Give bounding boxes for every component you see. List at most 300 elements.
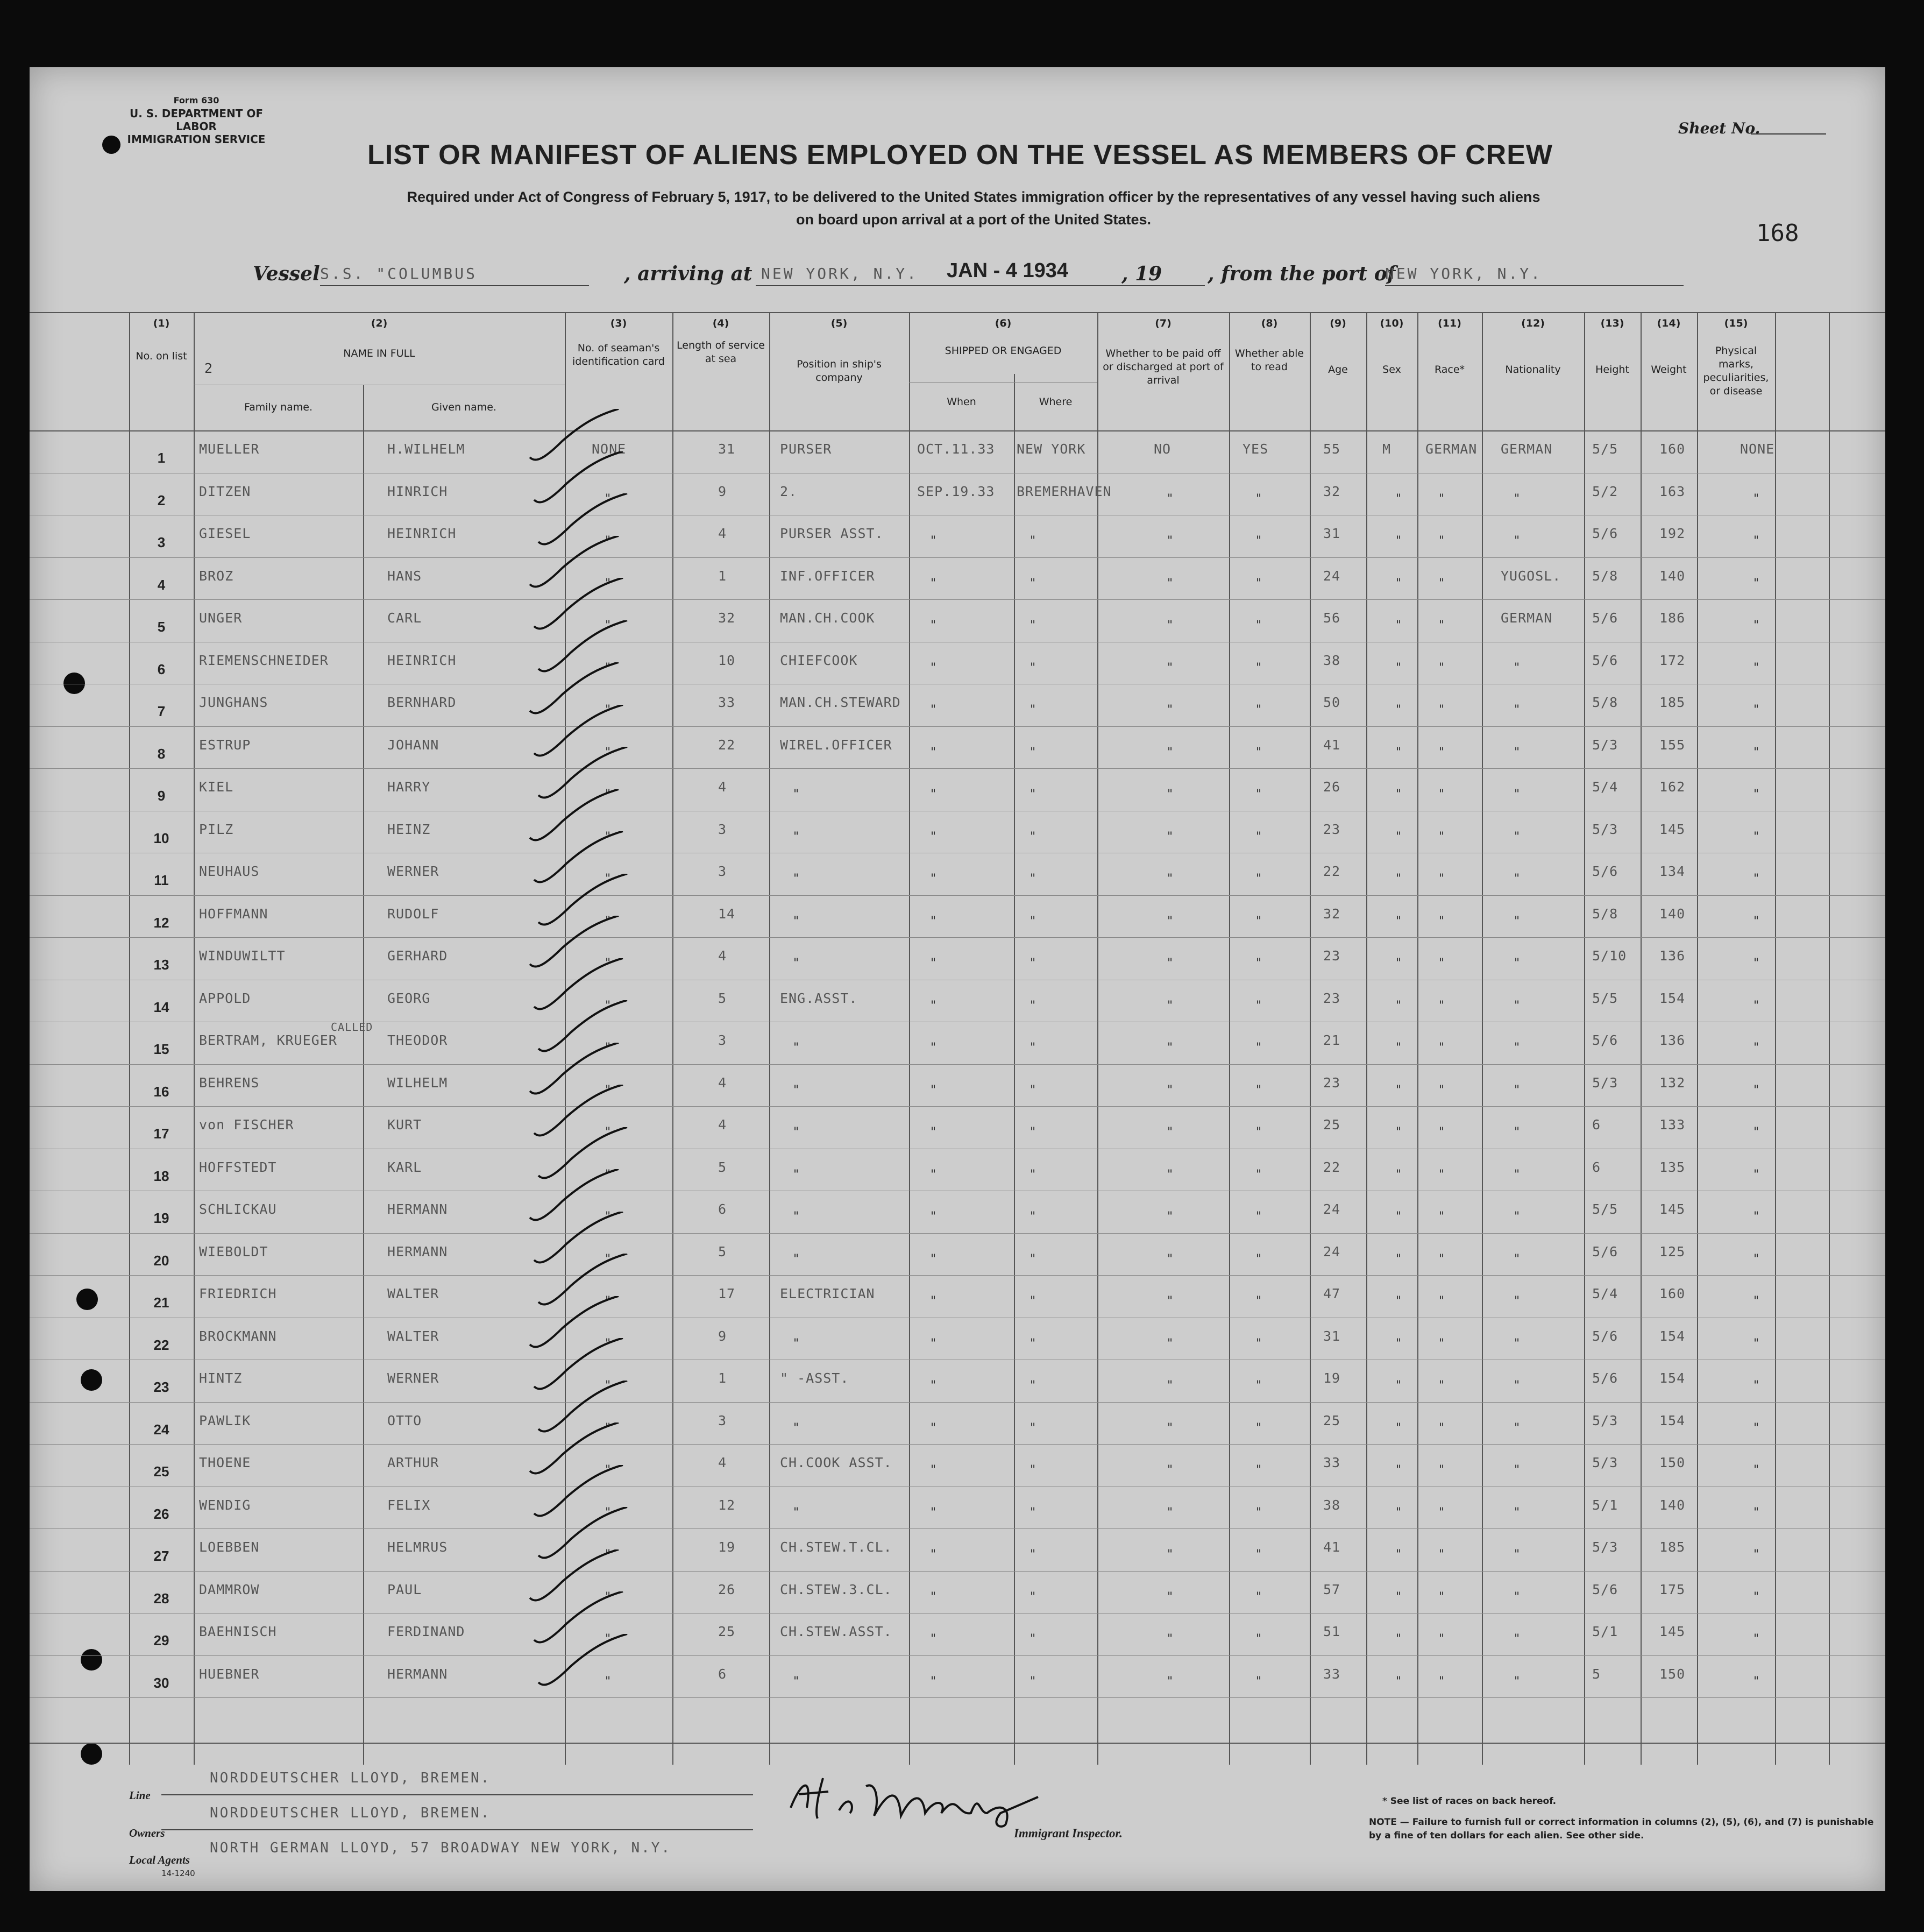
row-number: 6 — [157, 661, 166, 677]
age-cell: 23 — [1323, 990, 1341, 1006]
column-divider — [1584, 312, 1585, 1765]
shipped-when-cell: " — [931, 1168, 936, 1181]
physical-marks-cell: " — [1753, 1337, 1759, 1350]
id-card-cell: " — [605, 957, 611, 970]
weight-cell: 145 — [1659, 1624, 1686, 1639]
able-to-read-cell: " — [1256, 1084, 1262, 1097]
row-number: 27 — [153, 1548, 169, 1564]
shipped-when-cell: SEP.19.33 — [917, 484, 995, 499]
paid-off-cell: NO — [1154, 441, 1172, 457]
sex-cell: " — [1396, 999, 1402, 1013]
age-cell: 38 — [1323, 653, 1341, 668]
row-rule — [30, 1655, 1885, 1656]
weight-cell: 150 — [1659, 1455, 1686, 1470]
weight-cell: 160 — [1659, 441, 1686, 457]
height-cell: 5/5 — [1592, 441, 1618, 457]
physical-marks-cell: " — [1753, 1506, 1759, 1519]
height-cell: 6 — [1592, 1159, 1601, 1175]
race-cell: GERMAN — [1425, 441, 1478, 457]
able-to-read-cell: " — [1256, 1675, 1262, 1688]
nationality-cell: GERMAN — [1501, 610, 1553, 626]
row-rule — [30, 726, 1885, 727]
id-card-cell: " — [605, 746, 611, 759]
local-agents-label: Local Agents — [129, 1853, 190, 1866]
shipped-where-cell: " — [1030, 830, 1036, 844]
row-number: 8 — [157, 746, 166, 762]
sex-cell: " — [1396, 1168, 1402, 1181]
column-label-c13: Height — [1595, 364, 1629, 376]
family-name-cell: UNGER — [199, 610, 243, 626]
column-number-c15: (15) — [1724, 317, 1748, 329]
shipped-where-cell: " — [1030, 957, 1036, 970]
column-label-c1: No. on list — [136, 350, 187, 362]
race-cell: " — [1439, 1041, 1445, 1055]
weight-cell: 140 — [1659, 568, 1686, 584]
physical-marks-cell: " — [1753, 1126, 1759, 1139]
service-length-cell: 5 — [718, 990, 727, 1006]
position-cell: " — [793, 1421, 799, 1435]
column-divider — [1829, 312, 1830, 1765]
physical-marks-cell: " — [1753, 619, 1759, 632]
paid-off-cell: " — [1167, 534, 1173, 548]
race-cell: " — [1439, 577, 1445, 590]
from-port: NEW YORK, N.Y. — [1385, 263, 1684, 286]
given-name-cell: WALTER — [387, 1328, 439, 1344]
shipped-when-cell: " — [931, 1252, 936, 1266]
family-name-cell: NEUHAUS — [199, 864, 260, 879]
age-cell: 55 — [1323, 441, 1341, 457]
id-card-cell: " — [605, 1294, 611, 1308]
race-cell: " — [1439, 1168, 1445, 1181]
weight-cell: 140 — [1659, 1497, 1686, 1513]
sex-cell: " — [1396, 1379, 1402, 1392]
position-cell: CHIEFCOOK — [780, 653, 858, 668]
nationality-cell: " — [1514, 1041, 1520, 1055]
able-to-read-cell: " — [1256, 1252, 1262, 1266]
position-cell: CH.STEW.ASST. — [780, 1624, 892, 1639]
height-cell: 5/6 — [1592, 1032, 1618, 1048]
shipped-where-cell: " — [1030, 1590, 1036, 1604]
paid-off-cell: " — [1167, 1379, 1173, 1392]
column-label-c2a: Family name. — [244, 401, 313, 413]
race-note: * See list of races on back hereof. — [1382, 1796, 1557, 1807]
id-card-cell: " — [605, 872, 611, 886]
shipped-when-cell: " — [931, 1548, 936, 1561]
column-label-c7: Whether to be paid off or discharged at port of arrival — [1103, 348, 1224, 386]
height-cell: 5/4 — [1592, 1286, 1618, 1301]
weight-cell: 163 — [1659, 484, 1686, 499]
id-card-cell: " — [605, 661, 611, 675]
line-rule — [161, 1794, 753, 1795]
service-length-cell: 4 — [718, 1117, 727, 1133]
service-length-cell: 1 — [718, 1370, 727, 1386]
paid-off-cell: " — [1167, 915, 1173, 928]
weight-cell: 185 — [1659, 1539, 1686, 1555]
service-length-cell: 4 — [718, 948, 727, 964]
given-name-cell: GEORG — [387, 990, 431, 1006]
row-rule — [30, 895, 1885, 896]
race-cell: " — [1439, 1084, 1445, 1097]
shipped-when-cell: " — [931, 872, 936, 886]
shipped-when-cell: " — [931, 915, 936, 928]
column-divider — [1417, 312, 1418, 1765]
row-number: 29 — [153, 1632, 169, 1648]
position-cell: ENG.ASST. — [780, 990, 858, 1006]
column-label-c10: Sex — [1382, 364, 1401, 376]
weight-cell: 134 — [1659, 864, 1686, 879]
nationality-cell: " — [1514, 1548, 1520, 1561]
row-number: 11 — [154, 872, 169, 888]
able-to-read-cell: YES — [1243, 441, 1269, 457]
row-number: 12 — [153, 915, 169, 931]
shipped-when-cell: " — [931, 830, 936, 844]
paid-off-cell: " — [1167, 999, 1173, 1013]
age-cell: 24 — [1323, 1201, 1341, 1217]
shipped-where-cell: NEW YORK — [1017, 441, 1086, 457]
shipped-when-cell: " — [931, 999, 936, 1013]
family-name-cell: BEHRENS — [199, 1075, 260, 1091]
row-number: 16 — [153, 1084, 169, 1100]
sex-cell: " — [1396, 788, 1402, 801]
shipped-when-cell: " — [931, 1590, 936, 1604]
id-card-cell: " — [605, 534, 611, 548]
vessel-name: S.S. "COLUMBUS — [320, 263, 589, 286]
position-cell: INF.OFFICER — [780, 568, 875, 584]
id-card-cell: " — [605, 1506, 611, 1519]
shipped-when-cell: " — [931, 1506, 936, 1519]
row-number: 23 — [153, 1379, 169, 1395]
shipped-where-cell: " — [1030, 534, 1036, 548]
able-to-read-cell: " — [1256, 1548, 1262, 1561]
column-number-c6: (6) — [995, 317, 1012, 329]
id-card-cell: " — [605, 1379, 611, 1392]
physical-marks-cell: " — [1753, 872, 1759, 886]
shipped-when-cell: " — [931, 577, 936, 590]
nationality-cell: " — [1514, 830, 1520, 844]
paid-off-cell: " — [1167, 1463, 1173, 1477]
paid-off-cell: " — [1167, 1548, 1173, 1561]
physical-marks-cell: NONE — [1740, 441, 1775, 457]
service-length-cell: 4 — [718, 1075, 727, 1091]
paid-off-cell: " — [1167, 830, 1173, 844]
row-number: 5 — [157, 619, 166, 635]
age-cell: 33 — [1323, 1455, 1341, 1470]
weight-cell: 154 — [1659, 1370, 1686, 1386]
form-code: 14-1240 — [161, 1869, 195, 1878]
nationality-cell: " — [1514, 1379, 1520, 1392]
column-label-c8: Whether able to read — [1234, 348, 1304, 373]
inspector-signature — [785, 1770, 1043, 1829]
sex-cell: " — [1396, 746, 1402, 759]
height-cell: 5/3 — [1592, 822, 1618, 837]
able-to-read-cell: " — [1256, 1210, 1262, 1223]
race-cell: " — [1439, 1675, 1445, 1688]
service-length-cell: 3 — [718, 822, 727, 837]
age-cell: 23 — [1323, 1075, 1341, 1091]
physical-marks-cell: " — [1753, 1252, 1759, 1266]
given-name-cell: GERHARD — [387, 948, 448, 964]
weight-cell: 172 — [1659, 653, 1686, 668]
position-cell: CH.STEW.T.CL. — [780, 1539, 892, 1555]
column-divider — [1310, 312, 1311, 1765]
height-cell: 5/6 — [1592, 653, 1618, 668]
nationality-cell: " — [1514, 872, 1520, 886]
shipped-where-cell: " — [1030, 788, 1036, 801]
paid-off-cell: " — [1167, 492, 1173, 506]
position-cell: CH.COOK ASST. — [780, 1455, 892, 1470]
physical-marks-cell: " — [1753, 1421, 1759, 1435]
given-name-cell: JOHANN — [387, 737, 439, 753]
given-name-cell: HARRY — [387, 779, 431, 795]
shipped-when-cell: " — [931, 619, 936, 632]
age-cell: 31 — [1323, 1328, 1341, 1344]
family-name-cell: HINTZ — [199, 1370, 243, 1386]
paid-off-cell: " — [1167, 1506, 1173, 1519]
service-length-cell: 31 — [718, 441, 736, 457]
column-label-c6: SHIPPED OR ENGAGED — [945, 345, 1062, 357]
form-identifier — [110, 94, 282, 146]
height-cell: 5/10 — [1592, 948, 1627, 964]
position-cell: " — [793, 830, 799, 844]
row-rule — [30, 1233, 1885, 1234]
id-card-cell: " — [605, 1590, 611, 1604]
service-length-cell: 25 — [718, 1624, 736, 1639]
id-card-cell: " — [605, 1168, 611, 1181]
given-name-cell: HINRICH — [387, 484, 448, 499]
family-name-cell: BAEHNISCH — [199, 1624, 277, 1639]
able-to-read-cell: " — [1256, 1126, 1262, 1139]
row-number: 18 — [153, 1168, 169, 1184]
height-cell: 5/5 — [1592, 1201, 1618, 1217]
able-to-read-cell: " — [1256, 1632, 1262, 1646]
sex-cell: " — [1396, 1632, 1402, 1646]
height-cell: 5/5 — [1592, 990, 1618, 1006]
position-cell: PURSER ASST. — [780, 526, 884, 541]
weight-cell: 154 — [1659, 990, 1686, 1006]
paid-off-cell: " — [1167, 1252, 1173, 1266]
age-cell: 51 — [1323, 1624, 1341, 1639]
race-cell: " — [1439, 1506, 1445, 1519]
row-number: 13 — [153, 957, 169, 973]
position-cell: ELECTRICIAN — [780, 1286, 875, 1301]
column-label-c12: Nationality — [1505, 364, 1561, 376]
service-length-cell: 4 — [718, 1455, 727, 1470]
position-cell: " — [793, 788, 799, 801]
able-to-read-cell: " — [1256, 1421, 1262, 1435]
physical-marks-cell: " — [1753, 1632, 1759, 1646]
table-bottom-rule — [30, 1743, 1885, 1744]
shipped-where-cell: " — [1030, 1126, 1036, 1139]
age-cell: 32 — [1323, 484, 1341, 499]
physical-marks-cell: " — [1753, 1548, 1759, 1561]
weight-cell: 132 — [1659, 1075, 1686, 1091]
header-bottom-rule — [30, 430, 1885, 431]
row-number: 25 — [153, 1463, 169, 1480]
position-cell: " — [793, 957, 799, 970]
sex-cell: " — [1396, 492, 1402, 506]
row-number: 24 — [153, 1421, 169, 1438]
arriving-port-value: NEW YORK, N.Y. — [761, 265, 919, 282]
column-label-c14: Weight — [1651, 364, 1687, 376]
height-cell: 5/6 — [1592, 864, 1618, 879]
height-cell: 5/8 — [1592, 906, 1618, 922]
given-name-cell: ARTHUR — [387, 1455, 439, 1470]
family-name-cell: PILZ — [199, 822, 234, 837]
sex-cell: " — [1396, 703, 1402, 717]
shipped-where-cell: " — [1030, 1041, 1036, 1055]
column-divider — [194, 312, 195, 1765]
family-name-cell: ESTRUP — [199, 737, 251, 753]
family-name-cell: MUELLER — [199, 441, 260, 457]
column-label-c2: NAME IN FULL — [343, 348, 415, 359]
nationality-cell: " — [1514, 746, 1520, 759]
service-length-cell: 10 — [718, 653, 736, 668]
row-number: 7 — [157, 703, 166, 719]
family-name-cell: JUNGHANS — [199, 695, 268, 710]
race-cell: " — [1439, 1337, 1445, 1350]
id-card-cell: " — [605, 915, 611, 928]
column-label-c2b: Given name. — [431, 401, 496, 413]
shipped-when-cell: " — [931, 1632, 936, 1646]
shipped-where-cell: " — [1030, 1421, 1036, 1435]
family-name-cell: DAMMROW — [199, 1582, 260, 1597]
id-card-cell: " — [605, 1210, 611, 1223]
paid-off-cell: " — [1167, 1294, 1173, 1308]
service-length-cell: 6 — [718, 1201, 727, 1217]
sheet-label: Sheet No. — [1678, 119, 1760, 137]
position-cell: " — [793, 1126, 799, 1139]
paid-off-cell: " — [1167, 872, 1173, 886]
weight-cell: 150 — [1659, 1666, 1686, 1682]
column-number-c2: (2) — [371, 317, 388, 329]
physical-marks-cell: " — [1753, 1210, 1759, 1223]
sex-cell: " — [1396, 1337, 1402, 1350]
shipped-where-cell: " — [1030, 1675, 1036, 1688]
id-card-cell: " — [605, 577, 611, 590]
able-to-read-cell: " — [1256, 1379, 1262, 1392]
service-length-cell: 6 — [718, 1666, 727, 1682]
nationality-cell: " — [1514, 1252, 1520, 1266]
race-cell: " — [1439, 661, 1445, 675]
nationality-cell: " — [1514, 915, 1520, 928]
age-cell: 47 — [1323, 1286, 1341, 1301]
race-cell: " — [1439, 957, 1445, 970]
paid-off-cell: " — [1167, 1421, 1173, 1435]
id-card-cell: " — [605, 492, 611, 506]
row-rule — [30, 1528, 1885, 1529]
shipped-where-cell: BREMERHAVEN — [1017, 484, 1112, 499]
row-rule — [30, 1402, 1885, 1403]
nationality-cell: " — [1514, 957, 1520, 970]
nationality-cell: GERMAN — [1501, 441, 1553, 457]
column-number-c3: (3) — [610, 317, 627, 329]
able-to-read-cell: " — [1256, 915, 1262, 928]
able-to-read-cell: " — [1256, 492, 1262, 506]
physical-marks-cell: " — [1753, 999, 1759, 1013]
height-cell: 5/3 — [1592, 737, 1618, 753]
shipped-where-cell: " — [1030, 1632, 1036, 1646]
physical-marks-cell: " — [1753, 534, 1759, 548]
row-number: 9 — [157, 788, 166, 804]
column-divider — [363, 385, 364, 1765]
race-cell: " — [1439, 1294, 1445, 1308]
able-to-read-cell: " — [1256, 957, 1262, 970]
physical-marks-cell: " — [1753, 1463, 1759, 1477]
nationality-cell: " — [1514, 1168, 1520, 1181]
height-cell: 5/1 — [1592, 1624, 1618, 1639]
family-name-cell: RIEMENSCHNEIDER — [199, 653, 329, 668]
column-number-c10: (10) — [1380, 317, 1404, 329]
position-cell: " — [793, 1506, 799, 1519]
physical-marks-cell: " — [1753, 1041, 1759, 1055]
race-cell: " — [1439, 1421, 1445, 1435]
physical-marks-cell: " — [1753, 1379, 1759, 1392]
vessel-label: Vessel — [253, 263, 320, 285]
able-to-read-cell: " — [1256, 1041, 1262, 1055]
column-divider — [1366, 312, 1367, 1765]
age-cell: 24 — [1323, 568, 1341, 584]
shipped-where-cell: " — [1030, 872, 1036, 886]
race-cell: " — [1439, 1126, 1445, 1139]
column-divider — [1229, 312, 1230, 1765]
position-cell: 2. — [780, 484, 798, 499]
age-cell: 25 — [1323, 1413, 1341, 1428]
given-name-cell: THEODOR — [387, 1032, 448, 1048]
sex-cell: " — [1396, 1252, 1402, 1266]
column-label-c3: No. of seaman's identification card — [572, 342, 665, 367]
position-cell: " — [793, 915, 799, 928]
weight-cell: 162 — [1659, 779, 1686, 795]
given-name-cell: WALTER — [387, 1286, 439, 1301]
id-card-cell: NONE — [592, 441, 627, 457]
age-cell: 26 — [1323, 779, 1341, 795]
column-number-c8: (8) — [1261, 317, 1278, 329]
shipped-when-cell: OCT.11.33 — [917, 441, 995, 457]
nationality-cell: " — [1514, 1337, 1520, 1350]
family-name-cell: HOFFSTEDT — [199, 1159, 277, 1175]
height-cell: 5/4 — [1592, 779, 1618, 795]
physical-marks-cell: " — [1753, 1168, 1759, 1181]
position-cell: " — [793, 1210, 799, 1223]
able-to-read-cell: " — [1256, 830, 1262, 844]
id-card-cell: " — [605, 830, 611, 844]
id-card-cell: " — [605, 619, 611, 632]
column-number-c11: (11) — [1438, 317, 1461, 329]
height-cell: 5/6 — [1592, 1370, 1618, 1386]
weight-cell: 186 — [1659, 610, 1686, 626]
service-length-cell: 9 — [718, 1328, 727, 1344]
service-length-cell: 3 — [718, 1032, 727, 1048]
given-name-cell: KURT — [387, 1117, 422, 1133]
family-name-cell: WINDUWILTT — [199, 948, 286, 964]
weight-cell: 145 — [1659, 1201, 1686, 1217]
id-card-cell: " — [605, 703, 611, 717]
given-name-cell: HERMANN — [387, 1201, 448, 1217]
race-cell: " — [1439, 1252, 1445, 1266]
row-number: 1 — [157, 450, 166, 466]
able-to-read-cell: " — [1256, 746, 1262, 759]
given-name-cell: WILHELM — [387, 1075, 448, 1091]
given-name-cell: FELIX — [387, 1497, 431, 1513]
given-name-cell: RUDOLF — [387, 906, 439, 922]
id-card-cell: " — [605, 1548, 611, 1561]
shipped-where-cell: " — [1030, 703, 1036, 717]
shipped-when-cell: " — [931, 534, 936, 548]
row-number: 15 — [153, 1041, 169, 1057]
shipped-when-cell: " — [931, 1041, 936, 1055]
shipped-where-cell: " — [1030, 746, 1036, 759]
position-cell: " — [793, 872, 799, 886]
